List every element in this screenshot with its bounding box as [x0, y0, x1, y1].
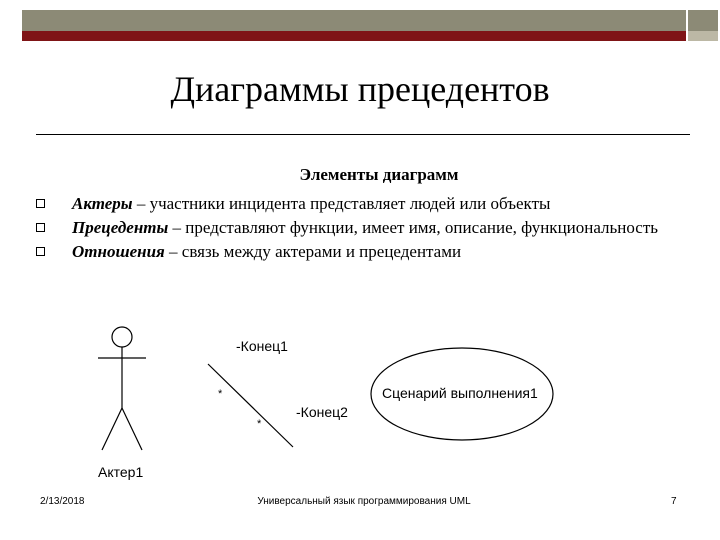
corner-top — [688, 10, 718, 31]
association-end1-label: -Конец1 — [236, 338, 288, 354]
slide-subtitle: Элементы диаграмм — [299, 165, 459, 184]
header-stripe-olive — [22, 10, 686, 31]
bullet-text: – связь между актерами и прецедентами — [164, 242, 462, 261]
title-divider — [36, 134, 690, 135]
bullet-item-relations — [36, 240, 676, 264]
page-number: 7 — [671, 496, 677, 507]
multiplicity-marker: * — [257, 418, 262, 430]
actor-label: Актер1 — [98, 464, 144, 480]
association-end2-label: -Конец2 — [296, 404, 348, 420]
bullet-square-icon — [36, 223, 45, 232]
bullet-text: – участники инцидента представляет людей или объекты — [132, 194, 551, 213]
bullet-square-icon — [36, 199, 45, 208]
header-stripe-red — [22, 31, 686, 41]
bullet-list — [36, 192, 676, 264]
bullet-term: Актеры — [72, 194, 133, 213]
bullet-square-icon — [36, 247, 45, 256]
header-corner-decoration — [688, 10, 718, 41]
bullet-item-actors — [36, 192, 676, 216]
multiplicity-marker: * — [218, 388, 223, 400]
footer-center-text: Универсальный язык программирования UML — [257, 496, 471, 507]
bullet-item-usecases — [36, 216, 676, 240]
bullet-term: Прецеденты — [72, 218, 169, 237]
usecase-label: Сценарий выполнения1 — [382, 385, 538, 401]
uml-diagram — [80, 318, 600, 498]
footer-date: 2/13/2018 — [40, 496, 85, 507]
header-stripe — [0, 10, 720, 42]
bullet-term: Отношения — [72, 242, 165, 261]
association-line — [208, 364, 293, 447]
slide-title: Диаграммы прецедентов — [170, 69, 550, 109]
actor-stick-figure-icon — [98, 327, 146, 450]
corner-bottom — [688, 31, 718, 41]
bullet-text: – представляют функции, имеет имя, описание, функциональность — [168, 218, 659, 237]
